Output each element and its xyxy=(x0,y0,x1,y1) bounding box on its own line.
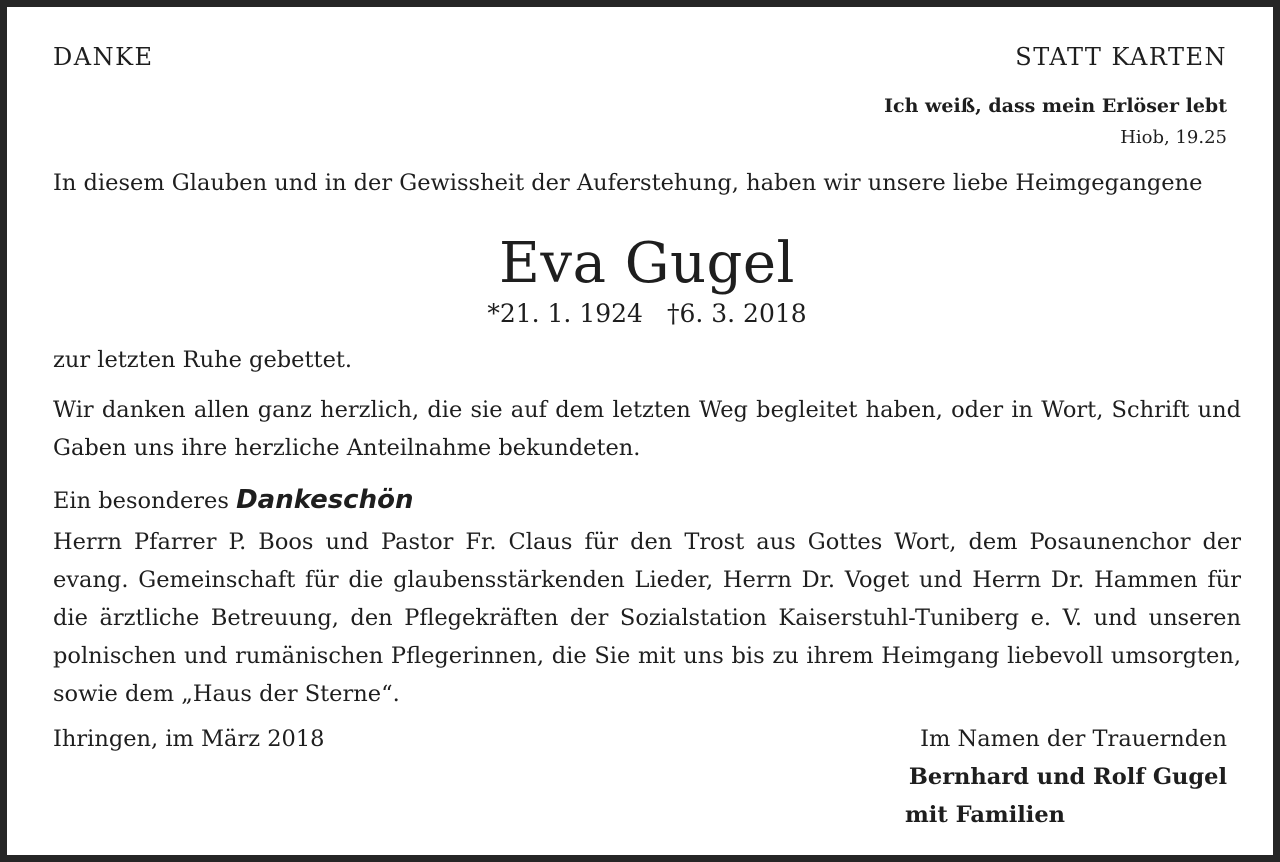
deceased-name: Eva Gugel xyxy=(499,231,795,296)
thanks-paragraph: Wir danken allen ganz herzlich, die sie auf dem letzten Weg begleitet haben, oder in Wort, Schrift und Gaben uns ihre herzliche Anteilnahme bekundeten. xyxy=(53,397,1241,461)
intro-text: In diesem Glauben und in der Gewissheit der Auferstehung, haben wir unsere liebe Heimgegangene xyxy=(53,170,1203,196)
signature-families: mit Familien xyxy=(905,802,1066,828)
special-thanks-prefix: Ein besonderes xyxy=(53,488,229,514)
special-thanks-text: Herrn Pfarrer P. Boos und Pastor Fr. Claus für den Trost aus Gottes Wort, dem Posaunenchor der evang. Gemeinschaft für die glaubensstärkenden Lieder, Herrn Dr. Voget und Herrn Dr. Hammen für die ärztliche Betreuung, den Pflegekräften der Sozialstation Kaiserstuhl-Tuniberg e. V. und unseren polnischen und rumänischen Pflegerinnen, die Sie mit uns bis zu ihrem Heimgang liebevoll umsorgten, sowie dem „Haus der Sterne“. xyxy=(53,529,1241,707)
bible-reference: Hiob, 19.25 xyxy=(1120,127,1227,148)
bible-quote: Ich weiß, dass mein Erlöser lebt xyxy=(884,95,1227,117)
birth-date: *21. 1. 1924 xyxy=(487,299,643,328)
place-date: Ihringen, im März 2018 xyxy=(53,726,325,752)
on-behalf-line: Im Namen der Trauernden xyxy=(920,726,1227,752)
signature-names: Bernhard und Rolf Gugel xyxy=(908,764,1227,790)
dankeschoen-highlight: Dankeschön xyxy=(236,485,414,515)
rest-line: zur letzten Ruhe gebettet. xyxy=(53,347,353,373)
special-thanks-heading xyxy=(53,485,413,515)
death-date: †6. 3. 2018 xyxy=(666,299,807,328)
header-statt-karten: STATT KARTEN xyxy=(1015,43,1227,71)
header-danke: DANKE xyxy=(53,43,154,71)
life-dates xyxy=(7,299,1280,328)
